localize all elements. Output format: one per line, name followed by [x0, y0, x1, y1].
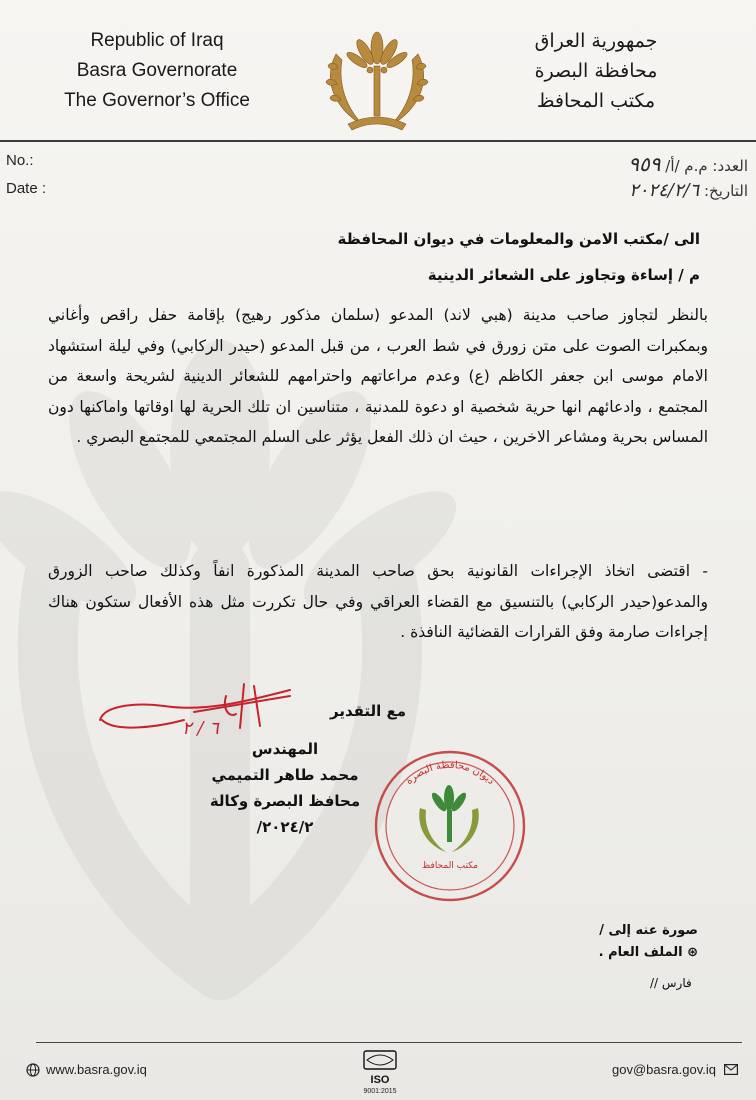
cc-label: صورة عنه إلى / — [599, 923, 698, 938]
cc-block — [599, 920, 698, 964]
body-paragraph-2: - اقتضى اتخاذ الإجراءات القانونية بحق صاحب المدينة المذكورة انفاً وكذلك صاحب الزورق والمدعو(حيدر الركابي) بالتنسيق مع القضاء العراقي وفي حال تكررت مثل هذه الأفعال ستكون هناك إجراءات صارمة وفق القرارات القضائية النافذة . — [48, 562, 708, 641]
iso-standard: 9001:2015 — [363, 1088, 397, 1095]
number-label-en: No.: — [6, 152, 34, 169]
stamp-emblem-icon — [419, 785, 479, 852]
website-text: www.basra.gov.iq — [46, 1062, 147, 1077]
official-stamp — [372, 748, 528, 904]
date-label-ar: التاريخ: — [704, 182, 748, 200]
header-english — [42, 26, 272, 116]
number-field-ar — [628, 152, 748, 176]
header-arabic-line-3: مكتب المحافظ — [536, 90, 656, 112]
header-english-line-2: Basra Governorate — [76, 60, 238, 81]
header-arabic-line-1: جمهورية العراق — [534, 30, 658, 52]
signer-name: محمد طاهر التميمي — [211, 766, 359, 784]
footer-website[interactable] — [26, 1062, 147, 1077]
mail-icon — [724, 1064, 738, 1075]
date-field-ar — [629, 180, 748, 201]
email-text: gov@basra.gov.iq — [611, 1062, 716, 1077]
header-english-line-3: The Governor’s Office — [64, 90, 250, 111]
addressee: الى /مكتب الامن والمعلومات في ديوان المحافظة — [337, 230, 700, 248]
signature-date: ٦ / ٢ — [182, 718, 219, 739]
signer-title: المهندس — [251, 740, 319, 758]
header-arabic — [486, 26, 706, 116]
subject-line: م / إساءة وتجاوز على الشعائر الدينية — [427, 266, 700, 284]
iso-globe-icon — [363, 1050, 397, 1070]
number-label-ar: العدد: م.م /أ/ — [665, 157, 748, 175]
body-paragraph-1: بالنظر لتجاوز صاحب مدينة (هبي لاند) المدعو (سلمان مذكور رهيج) بإقامة حفل راقص وأغاني وبمكبرات الصوت على متن زورق في شط العرب ، من قبل المدعو (حيدر الركابي) وفي ليلة استشهاد الامام موسى ابن جعفر الكاظم (ع) وعدم مراعاتهم واحترامهم للشعائر الدينية لشريحة واسعة من المجتمع ، وادعائهم انها حرية شخصية او دعوة للمدنية ، متناسين ان تلك الحرية لها اوقاتها واماكنها دون المساس بحرية ومشاعر الاخرين ، حيث ان ذلك الفعل يؤثر على السلم المجتمعي للمجتمع البصري . — [48, 306, 708, 446]
footer-divider — [36, 1042, 742, 1043]
stamp-inner-text: مكتب المحافظ — [421, 861, 479, 871]
iso-badge: ISO — [370, 1074, 390, 1086]
bullet-icon: ⊛ — [687, 945, 698, 960]
signer-block — [170, 736, 400, 840]
stamp-outer-text: ديوان محافظة البصرة — [403, 759, 497, 787]
signature — [94, 676, 294, 742]
iso-logo — [360, 1050, 400, 1095]
date-label-en: Date : — [6, 180, 47, 197]
signer-date: ٢٠٢٤/٢/ — [256, 818, 314, 836]
number-value: ٩٥٩ — [628, 152, 661, 176]
typist-initials: فارس // — [650, 976, 692, 990]
globe-icon — [26, 1063, 40, 1077]
header-english-line-1: Republic of Iraq — [90, 30, 224, 51]
signer-position: محافظ البصرة وكالة — [209, 792, 361, 810]
palm-tree-emblem-icon — [316, 26, 438, 136]
date-value: ٢٠٢٤/٢/٦ — [629, 180, 700, 201]
header-arabic-line-2: محافظة البصرة — [534, 60, 658, 82]
footer-email[interactable] — [612, 1062, 738, 1077]
header-divider — [0, 140, 756, 142]
cc-item-1: ⊛ الملف العام . — [599, 942, 698, 964]
closing-regards: مع التقدير — [330, 702, 407, 720]
